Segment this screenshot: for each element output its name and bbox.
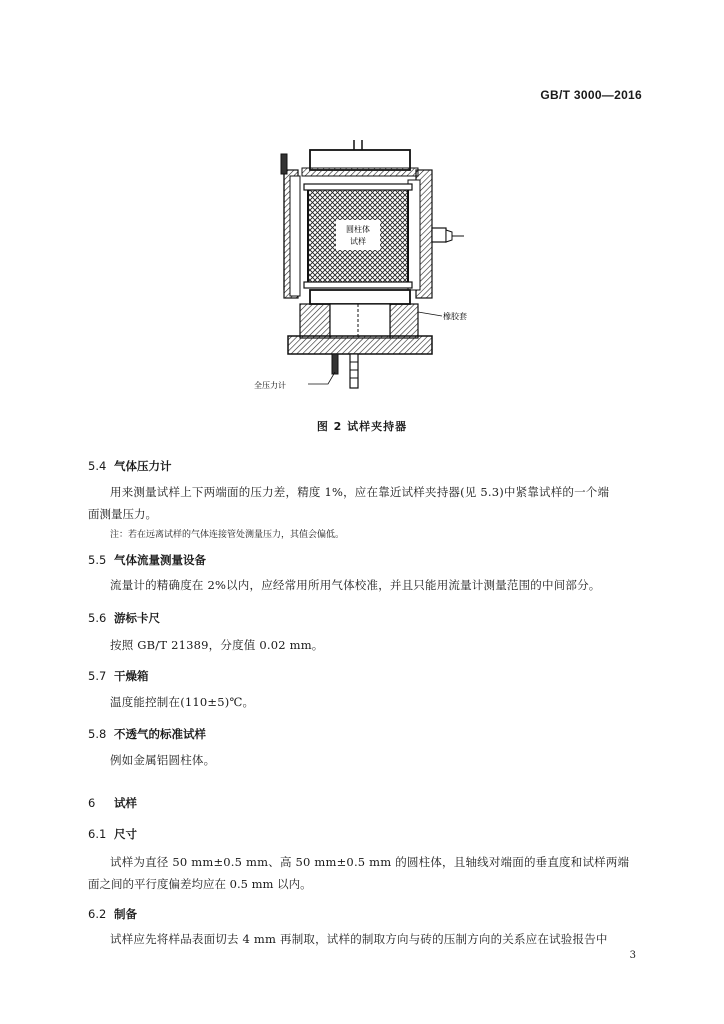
paragraph-continuation: 面之间的平行度偏差均应在 0.5 mm 以内。 (88, 877, 312, 891)
section-number: 6.2 (88, 907, 107, 921)
section-heading (88, 552, 206, 568)
section-number: 5.6 (88, 611, 107, 625)
section-title: 干燥箱 (114, 669, 149, 683)
figure-caption: 图 2 试样夹持器 (316, 420, 408, 433)
paragraph: 试样应先将样品表面切去 4 mm 再制取，试样的制取方向与砖的压制方向的关系应在试验报告中 (110, 932, 608, 946)
section-number: 6.1 (88, 827, 107, 841)
section-heading (88, 826, 137, 842)
section-heading (88, 668, 149, 684)
section-number: 5.8 (88, 727, 107, 741)
standard-code: GB/T 3000—2016 (540, 88, 642, 102)
section-number: 5.7 (88, 669, 107, 683)
section-title: 试样 (114, 796, 137, 810)
paragraph-continuation: 面测量压力。 (88, 507, 157, 521)
sample-holder-figure (250, 140, 470, 402)
section-heading (88, 795, 137, 811)
section-title: 游标卡尺 (114, 611, 160, 625)
section-heading (88, 610, 160, 626)
section-number: 5.4 (88, 459, 107, 473)
section-heading (88, 458, 172, 474)
section-title: 气体流量测量设备 (114, 553, 206, 567)
note: 注：若在远离试样的气体连接管处测量压力，其值会偏低。 (110, 530, 345, 540)
paragraph: 用来测量试样上下两端面的压力差，精度 1%，应在靠近试样夹持器(见 5.3)中紧靠试样的一个端 (110, 485, 610, 499)
section-heading (88, 906, 137, 922)
rubber-sleeve-label: 橡胶套 (443, 312, 467, 321)
section-title: 不透气的标准试样 (114, 727, 206, 741)
sample-holder-drawing (250, 140, 470, 402)
section-number: 6 (88, 796, 96, 810)
pressure-gauge-label: 全压力计 (254, 381, 286, 390)
paragraph: 例如金属铝圆柱体。 (110, 753, 216, 767)
page-number: 3 (629, 950, 636, 961)
paragraph: 温度能控制在(110±5)℃。 (110, 695, 255, 709)
section-title: 尺寸 (114, 827, 137, 841)
section-number: 5.5 (88, 553, 107, 567)
paragraph: 流量计的精确度在 2%以内，应经常用所用气体校准，并且只能用流量计测量范围的中间部分。 (110, 578, 601, 592)
paragraph: 按照 GB/T 21389，分度值 0.02 mm。 (110, 638, 324, 652)
sample-label-line2: 试样 (350, 237, 366, 246)
sample-label-line1: 圆柱体 (346, 225, 370, 234)
section-title: 气体压力计 (114, 459, 172, 473)
section-heading (88, 726, 206, 742)
paragraph: 试样为直径 50 mm±0.5 mm、高 50 mm±0.5 mm 的圆柱体，且轴线对端面的垂直度和试样两端 (110, 855, 630, 869)
section-title: 制备 (114, 907, 137, 921)
